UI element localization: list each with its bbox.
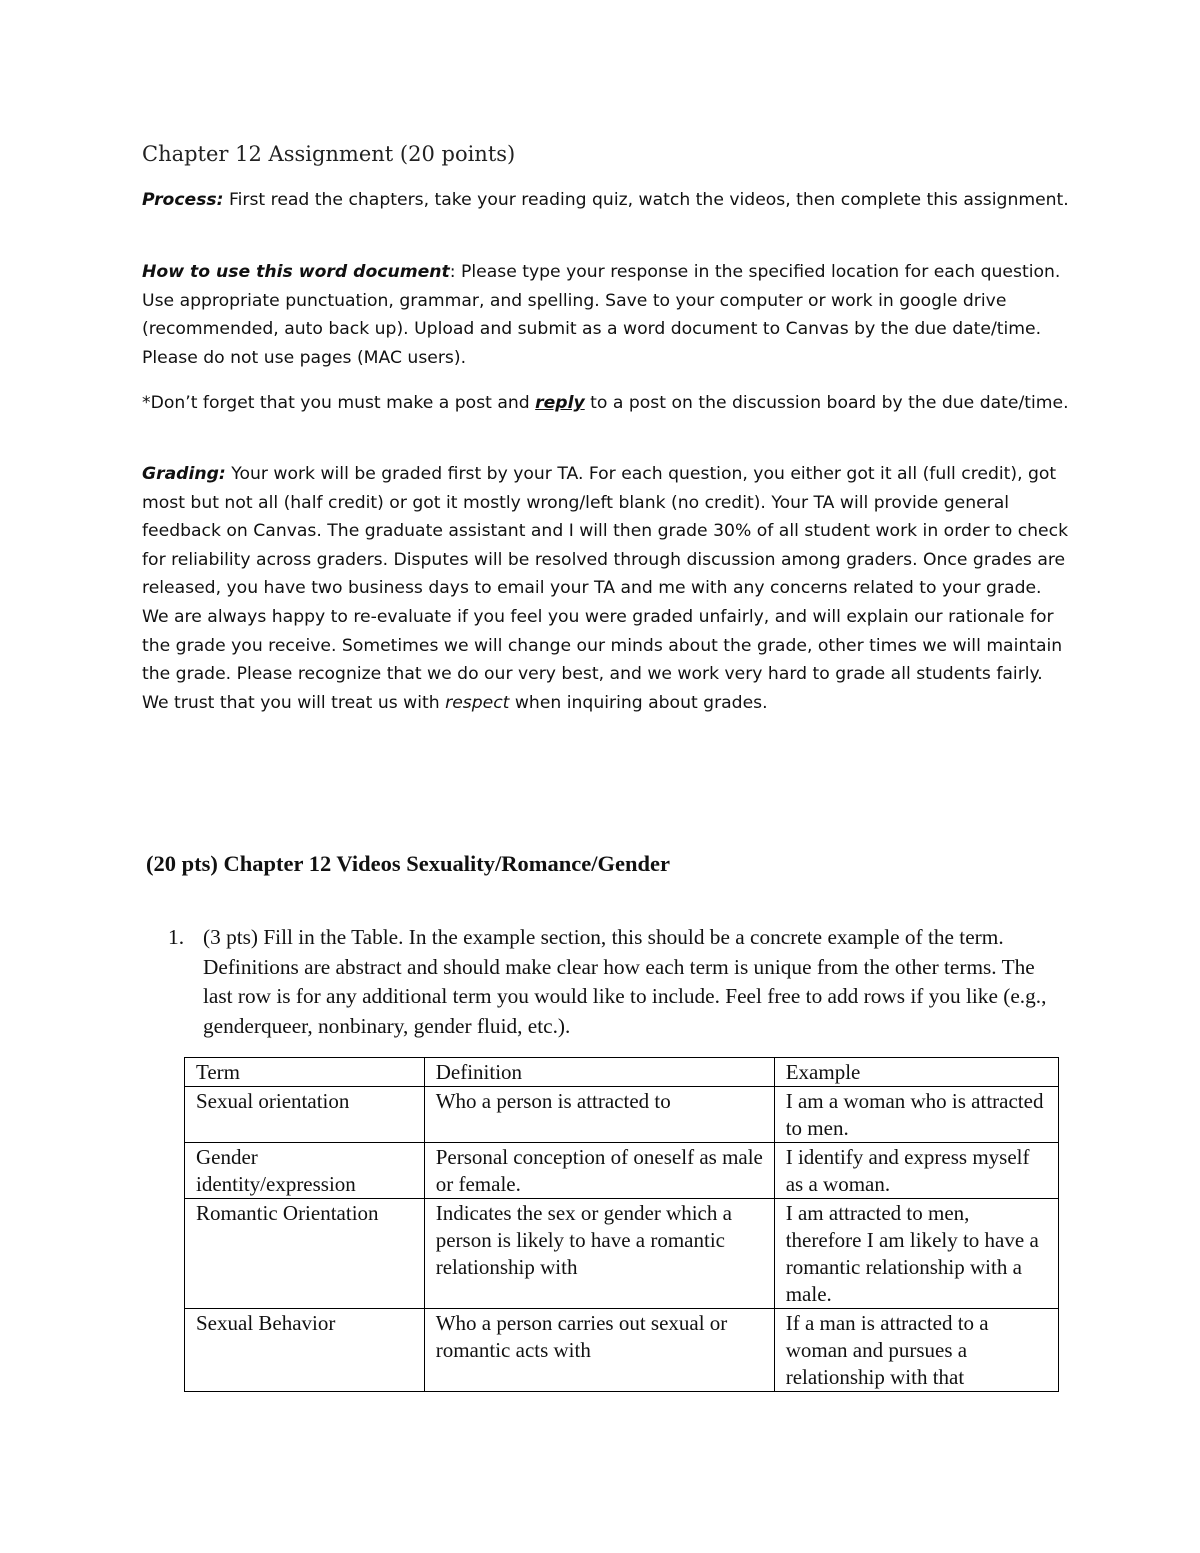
header-definition: Definition	[424, 1058, 774, 1087]
table-row	[185, 1143, 1059, 1199]
term-cell[interactable]: Gender identity/expression	[185, 1143, 425, 1199]
grading-text-before: Your work will be graded first by your TA. For each question, you either got it all (full credit), got most but not all (half credit) or got it mostly wrong/left blank (no credit). Your TA will provide general feedback on Canvas. The graduate assistant and I will then grade 30% of all student work in order to check for reliability across graders. Disputes will be resolved through discussion among graders. Once grades are released, you have two business days to email your TA and me with any concerns related to your grade. We are always happy to re-evaluate if you feel you were graded unfairly, and will explain our rationale for the grade you receive. Sometimes we will change our minds about the grade, other times we will maintain the grade. Please recognize that we do our very best, and we work very hard to grade all students fairly. We trust that you will treat us with	[142, 464, 1069, 713]
header-term: Term	[185, 1058, 425, 1087]
question-text: (3 pts) Fill in the Table. In the example section, this should be a concrete example of the term. Definitions are abstract and should make clear how each term is unique from the other terms. The last row is for any additional term you would like to include. Feel free to add rows if you like (e.g., genderqueer, nonbinary, gender fluid, etc.).	[203, 925, 1047, 1038]
definition-cell[interactable]: Who a person is attracted to	[424, 1087, 774, 1143]
grading-label: Grading:	[142, 464, 226, 484]
process-paragraph	[142, 186, 1072, 215]
question-number: 1.	[168, 925, 185, 949]
grading-paragraph	[142, 460, 1072, 717]
table-row	[185, 1087, 1059, 1143]
how-to-paragraph	[142, 258, 1072, 372]
table-row	[185, 1309, 1059, 1392]
term-cell[interactable]: Romantic Orientation	[185, 1199, 425, 1309]
example-cell[interactable]: I am attracted to men, therefore I am likely to have a romantic relationship with a male.	[774, 1199, 1058, 1309]
how-to-label: How to use this word document	[142, 262, 450, 282]
definition-cell[interactable]: Who a person carries out sexual or romantic acts with	[424, 1309, 774, 1392]
definition-cell[interactable]: Personal conception of oneself as male or female.	[424, 1143, 774, 1199]
header-example: Example	[774, 1058, 1058, 1087]
table-row	[185, 1199, 1059, 1309]
example-cell[interactable]: I identify and express myself as a woman.	[774, 1143, 1058, 1199]
terms-table	[184, 1057, 1059, 1392]
table-header-row	[185, 1058, 1059, 1087]
process-text: First read the chapters, take your reading quiz, watch the videos, then complete this assignment.	[223, 190, 1069, 210]
respect-emphasis: respect	[445, 692, 510, 713]
reply-emphasis: reply	[535, 393, 585, 413]
term-cell[interactable]: Sexual Behavior	[185, 1309, 425, 1392]
reminder-text-before: *Don’t forget that you must make a post and	[142, 393, 536, 413]
example-cell[interactable]: If a man is attracted to a woman and pursues a relationship with that	[774, 1309, 1058, 1392]
reminder-text-after: to a post on the discussion board by the due date/time.	[584, 393, 1069, 413]
process-label: Process:	[142, 190, 224, 210]
example-cell[interactable]: I am a woman who is attracted to men.	[774, 1087, 1058, 1143]
definition-cell[interactable]: Indicates the sex or gender which a person is likely to have a romantic relationship with	[424, 1199, 774, 1309]
section-title: (20 pts) Chapter 12 Videos Sexuality/Romance/Gender	[146, 851, 670, 876]
assignment-title: Chapter 12 Assignment (20 points)	[142, 142, 516, 166]
reminder-paragraph	[142, 389, 1072, 418]
how-to-text: : Please type your response in the specified location for each question. Use appropriate punctuation, grammar, and spelling. Save to your computer or work in google drive (recommended, auto back up). Upload and submit as a word document to Canvas by the due date/time. Please do not use pages (MAC users).	[142, 262, 1061, 368]
grading-text-after: when inquiring about grades.	[509, 692, 768, 713]
term-cell[interactable]: Sexual orientation	[185, 1087, 425, 1143]
